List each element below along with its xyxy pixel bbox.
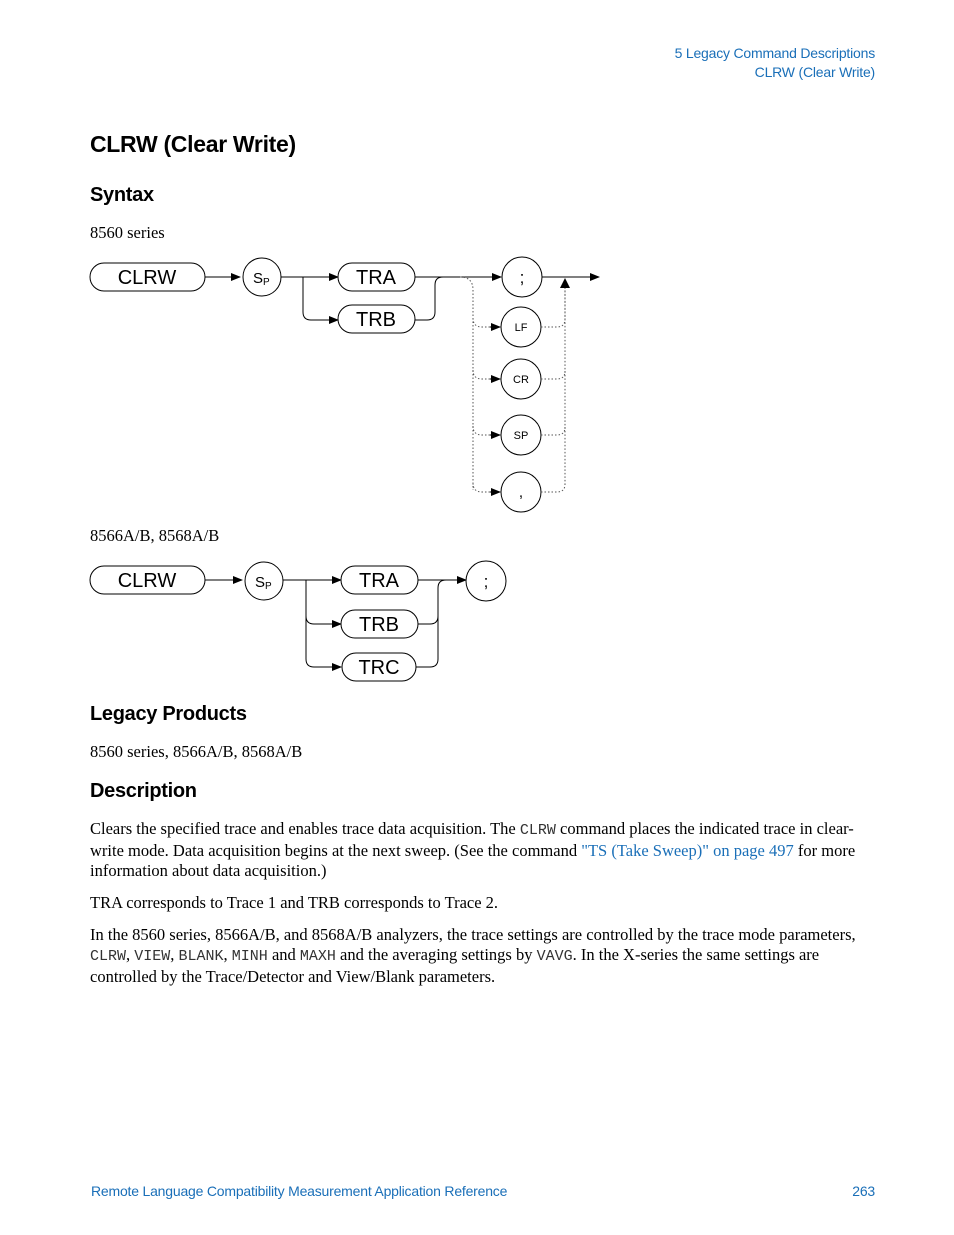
code-clrw: CLRW	[519, 822, 556, 839]
terminator-lf-label: LF	[514, 322, 528, 334]
terminator-semicolon-2-label: ;	[483, 572, 489, 591]
description-paragraph-2: TRA corresponds to Trace 1 and TRB corresponds to Trace 2.	[90, 893, 499, 912]
terminator-semicolon-label: ;	[519, 268, 525, 287]
description-paragraph-1: Clears the specified trace and enables trace data acquisition. The CLRW command places the indicated trace in clear-write mode. Data acquisition begins at the next sweep. (See the command "TS (Take Sweep)" on page 497 for more information about data acquisition.)	[90, 819, 856, 880]
clrw-node-2-label: CLRW	[117, 570, 177, 592]
legacy-text: 8560 series, 8566A/B, 8568A/B	[90, 742, 303, 761]
clrw-node-label: CLRW	[117, 267, 177, 289]
terminator-cr-label: CR	[513, 374, 529, 386]
diagram2-label: 8566A/B, 8568A/B	[90, 526, 220, 545]
syntax-diagram-8560	[85, 252, 615, 520]
tra-node-2-label: TRA	[359, 570, 399, 592]
description-paragraph-3: In the 8560 series, 8566A/B, and 8568A/B analyzers, the trace settings are controlled by the trace mode parameters, CLRW, VIEW, BLANK, MINH and MAXH and the averaging settings by VAVG. In the X-series the same settings are controlled by the Trace/Detector and View/Blank parameters.	[90, 925, 856, 986]
code-view: VIEW	[134, 948, 171, 965]
header-chapter: 5 Legacy Command Descriptions	[674, 45, 875, 61]
tra-node-label: TRA	[356, 267, 396, 289]
code-minh: MINH	[231, 948, 268, 965]
page-title: CLRW (Clear Write)	[90, 131, 296, 157]
footer-doc-title: Remote Language Compatibility Measurement Application Reference	[91, 1183, 508, 1199]
syntax-heading: Syntax	[90, 184, 154, 206]
description-body	[90, 819, 880, 999]
code-vavg: VAVG	[536, 948, 573, 965]
sp-label-2: SP	[255, 574, 272, 592]
legacy-heading: Legacy Products	[90, 703, 247, 725]
terminator-comma-label: ,	[518, 484, 524, 501]
trc-node-2-label: TRC	[358, 657, 400, 679]
syntax-diagram-8566	[85, 556, 525, 688]
code-maxh: MAXH	[299, 948, 336, 965]
diagram1-label: 8560 series	[90, 223, 165, 242]
running-header	[675, 44, 875, 82]
code-clrw-2: CLRW	[90, 948, 127, 965]
terminator-sp-label: SP	[513, 430, 529, 442]
footer-page-number: 263	[852, 1183, 875, 1199]
trb-node-label: TRB	[356, 309, 396, 331]
header-section: CLRW (Clear Write)	[754, 64, 875, 80]
trb-node-2-label: TRB	[359, 614, 399, 636]
sp-label: SP	[253, 270, 270, 288]
link-ts-take-sweep[interactable]: "TS (Take Sweep)" on page 497	[581, 841, 794, 860]
description-heading: Description	[90, 780, 197, 802]
code-blank: BLANK	[178, 948, 224, 965]
